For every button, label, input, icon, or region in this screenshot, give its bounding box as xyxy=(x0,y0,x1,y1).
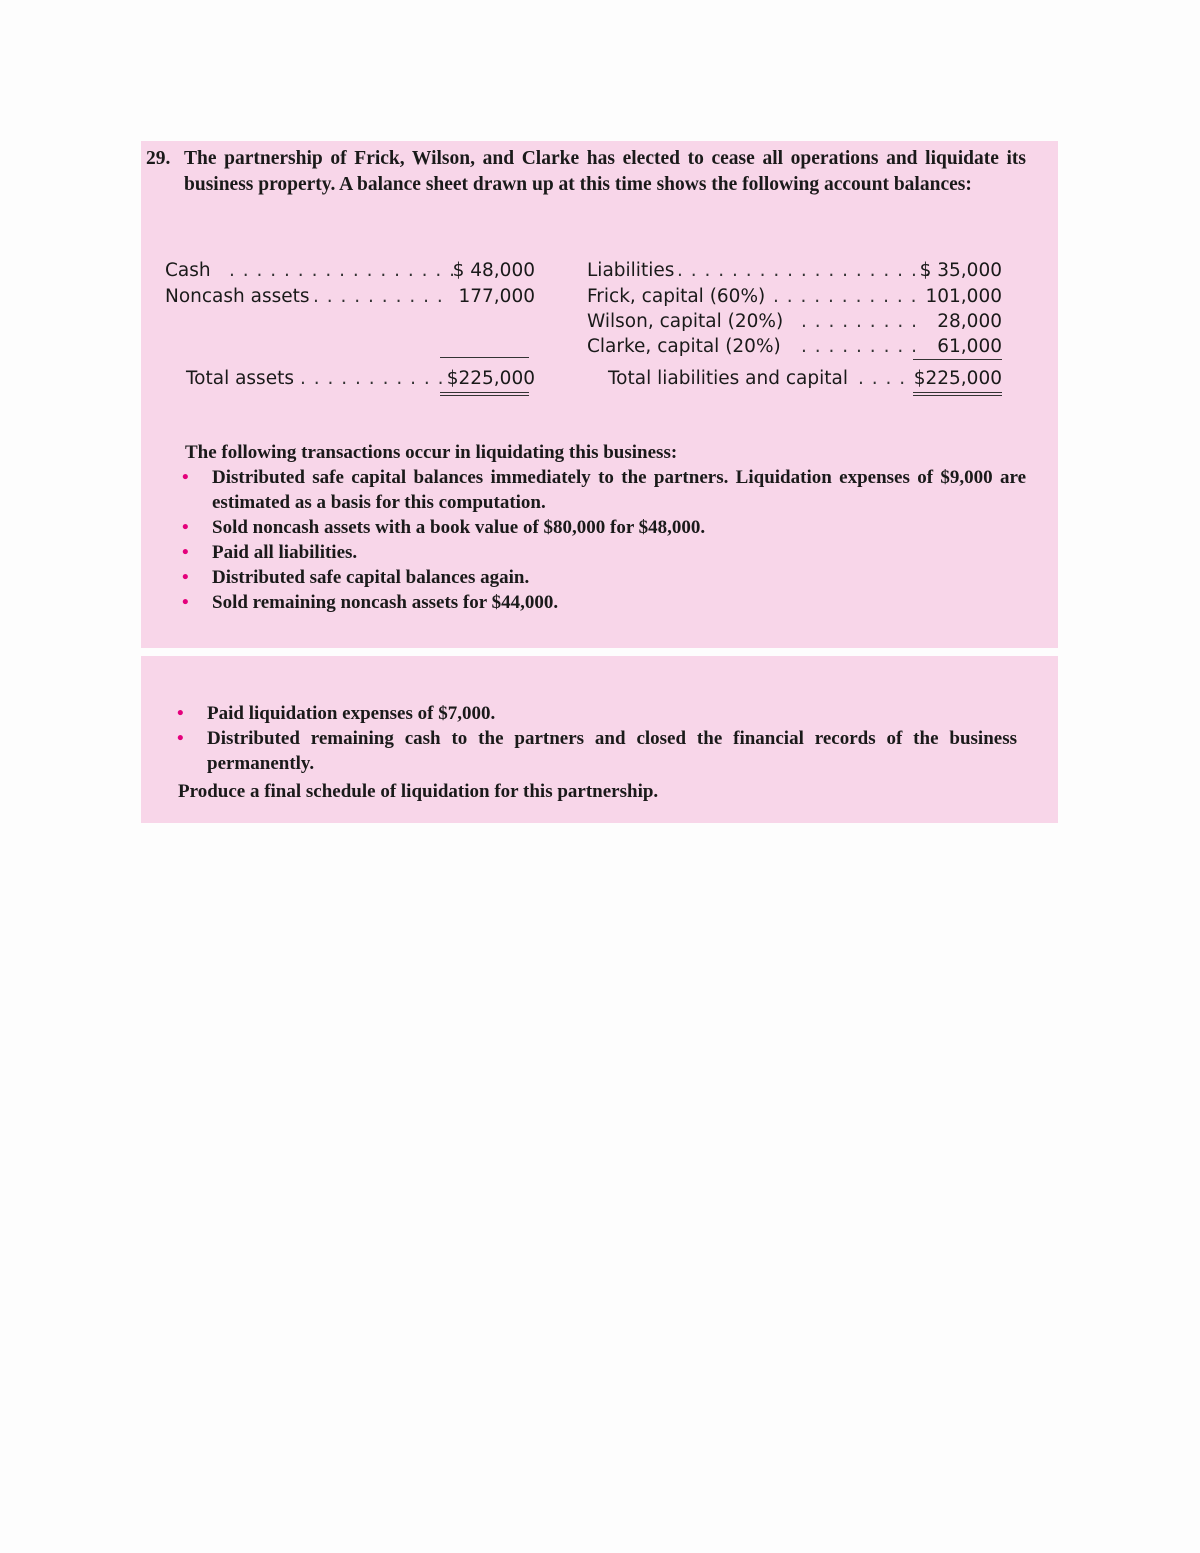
bullet-icon: • xyxy=(182,567,189,588)
wilson-capital-amount: 28,000 xyxy=(937,311,1002,332)
cash-amount: $ 48,000 xyxy=(452,260,535,281)
leader-dots: . . . . . . . . . . . xyxy=(300,368,445,389)
total-liabilities-capital-label: Total liabilities and capital xyxy=(608,368,848,389)
transaction-text: Sold remaining noncash assets for $44,000. xyxy=(212,592,559,613)
double-rule-bottom xyxy=(440,395,529,396)
list-item xyxy=(177,701,1017,726)
subtotal-rule xyxy=(440,357,529,358)
bullet-icon: • xyxy=(182,517,189,538)
total-assets-row xyxy=(186,368,535,390)
transactions-list-continued xyxy=(177,701,1017,776)
bullet-icon: • xyxy=(182,467,189,488)
clarke-row xyxy=(587,336,1008,358)
list-item xyxy=(182,540,1026,565)
leader-dots: . . . . . . . . . xyxy=(801,336,918,357)
list-item xyxy=(177,726,1017,776)
double-rule-top xyxy=(440,392,529,393)
transaction-text: Distributed safe capital balances immediately to the partners. Liquidation expenses of $9,000 are estimated as a basis for this computation. xyxy=(212,467,1026,513)
problem-statement xyxy=(146,146,1026,197)
problem-text: The partnership of Frick, Wilson, and Clarke has elected to cease all operations and liquidate its business property. A balance sheet drawn up at this time shows the following account balances: xyxy=(184,148,1026,195)
leader-dots: . . . . . . . . . . . xyxy=(773,286,918,307)
frick-row xyxy=(587,286,1008,308)
leader-dots: . . . . . . . . . . . . . . . . . xyxy=(229,260,457,281)
bullet-icon: • xyxy=(182,592,189,613)
cash-row xyxy=(165,260,535,282)
wilson-row xyxy=(587,311,1008,333)
wilson-capital-label: Wilson, capital (20%) xyxy=(587,311,784,332)
leader-dots: . . . . . . . . . . xyxy=(313,286,444,307)
clarke-capital-label: Clarke, capital (20%) xyxy=(587,336,781,357)
noncash-label: Noncash assets xyxy=(165,286,310,307)
transaction-text: Paid liquidation expenses of $7,000. xyxy=(207,703,496,724)
frick-capital-amount: 101,000 xyxy=(925,286,1002,307)
transactions-intro: The following transactions occur in liquidating this business: xyxy=(185,442,678,463)
transaction-text: Sold noncash assets with a book value of $80,000 for $48,000. xyxy=(212,517,706,538)
leader-dots: . . . . . . . . . xyxy=(801,311,918,332)
list-item xyxy=(182,515,1026,540)
problem-number: 29. xyxy=(146,148,171,169)
double-rule-top xyxy=(913,392,1002,393)
total-assets-amount: $225,000 xyxy=(446,368,535,389)
transaction-text: Distributed remaining cash to the partners and closed the financial records of the business permanently. xyxy=(207,728,1017,774)
frick-capital-label: Frick, capital (60%) xyxy=(587,286,766,307)
noncash-amount: 177,000 xyxy=(458,286,535,307)
subtotal-rule xyxy=(913,359,1002,360)
list-item xyxy=(182,565,1026,590)
transaction-text: Paid all liabilities. xyxy=(212,542,358,563)
total-liabilities-capital-row xyxy=(608,368,1008,390)
liabilities-amount: $ 35,000 xyxy=(919,260,1002,281)
leader-dots: . . . . . . . . . . . . . . . . . . . xyxy=(677,260,932,281)
cash-label: Cash xyxy=(165,260,211,281)
clarke-capital-amount: 61,000 xyxy=(937,336,1002,357)
liabilities-row xyxy=(587,260,1008,282)
bullet-icon: • xyxy=(177,728,184,749)
liabilities-label: Liabilities xyxy=(587,260,675,281)
problem-panel-continued xyxy=(141,656,1058,823)
total-assets-label: Total assets xyxy=(186,368,294,389)
bullet-icon: • xyxy=(177,703,184,724)
list-item xyxy=(182,590,1026,615)
leader-dots: . . . . xyxy=(858,368,907,389)
double-rule-bottom xyxy=(913,395,1002,396)
closing-instruction: Produce a final schedule of liquidation for this partnership. xyxy=(178,781,659,802)
list-item xyxy=(182,465,1026,515)
transaction-text: Distributed safe capital balances again. xyxy=(212,567,530,588)
total-liabilities-capital-amount: $225,000 xyxy=(913,368,1002,389)
problem-panel xyxy=(141,141,1058,648)
noncash-row xyxy=(165,286,535,308)
bullet-icon: • xyxy=(182,542,189,563)
transactions-list xyxy=(182,465,1026,615)
